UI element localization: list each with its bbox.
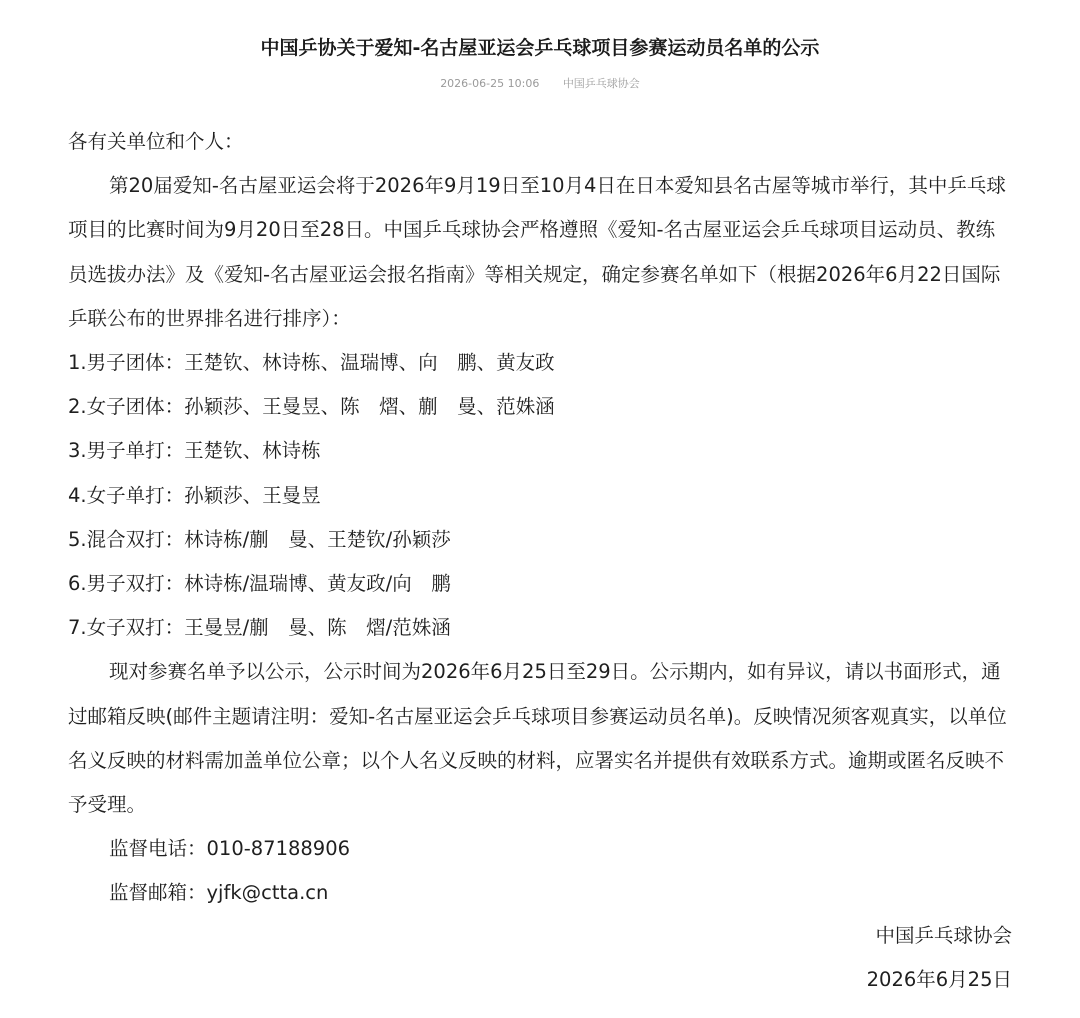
- roster-item: 4.女子单打：孙颖莎、王曼昱: [68, 483, 321, 507]
- article-meta: [0, 76, 1080, 92]
- intro-paragraph: 第20届爱知-名古屋亚运会将于2026年9月19日至10月4日在日本爱知县名古屋等城市举行，其中乒乓球项目的比赛时间为9月20日至28日。中国乒乓球协会严格遵照《爱知-名古屋亚运会乒乓球项目运动员、教练员选拔办法》及《爱知-名古屋亚运会报名指南》等相关规定，确定参赛名单如下（根据2026年6月22日国际乒联公布的世界排名进行排序）：: [68, 174, 1006, 330]
- roster-item: 6.男子双打：林诗栋/温瑞博、黄友政/向 鹏: [68, 572, 451, 596]
- article-title: 中国乒协关于爱知-名古屋亚运会乒乓球项目参赛运动员名单的公示: [260, 37, 820, 59]
- publisher-source: 中国乒乓球协会: [562, 77, 640, 90]
- publish-date: 2026-06-25 10:06: [440, 77, 540, 90]
- roster-item: 7.女子双打：王曼昱/蒯 曼、陈 熠/范姝涵: [68, 616, 451, 640]
- supervision-email: 监督邮箱：yjfk@ctta.cn: [109, 881, 329, 905]
- supervision-phone: 监督电话：010-87188906: [109, 837, 351, 861]
- roster-item: 5.混合双打：林诗栋/蒯 曼、王楚钦/孙颖莎: [68, 527, 451, 551]
- roster-item: 2.女子团体：孙颖莎、王曼昱、陈 熠、蒯 曼、范姝涵: [68, 395, 555, 419]
- roster-item: 3.男子单打：王楚钦、林诗栋: [68, 439, 321, 463]
- greeting: 各有关单位和个人：: [68, 130, 244, 153]
- notice-paragraph: 现对参赛名单予以公示，公示时间为2026年6月25日至29日。公示期内，如有异议，请以书面形式，通过邮箱反映(邮件主题请注明：爱知-名古屋亚运会乒乓球项目参赛运动员名单)。反映情况须客观真实，以单位名义反映的材料需加盖单位公章；以个人名义反映的材料，应署实名并提供有效联系方式。逾期或匿名反映不予受理。: [68, 660, 1007, 817]
- signature-date: 2026年6月25日: [866, 968, 1012, 991]
- signature-organization: 中国乒乓球协会: [875, 924, 1012, 947]
- article-body: [68, 120, 1013, 916]
- roster-item: 1.男子团体：王楚钦、林诗栋、温瑞博、向 鹏、黄友政: [68, 351, 555, 375]
